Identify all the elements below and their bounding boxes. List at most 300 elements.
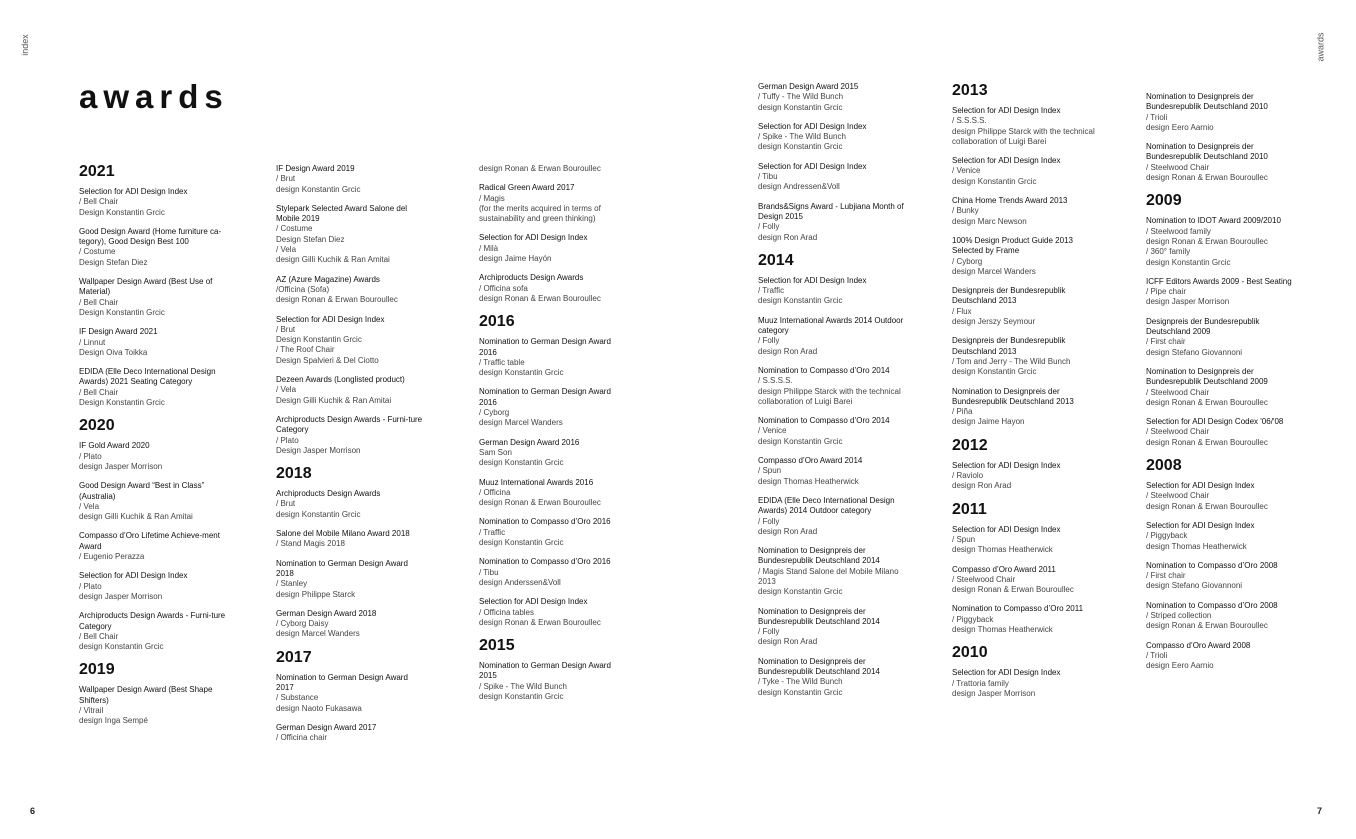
award-entry (952, 106, 1100, 147)
award-title: Selection for ADI Design Codex '06/'08 (1146, 417, 1284, 427)
award-detail: / The Roof Chair (276, 345, 335, 355)
award-detail: design Ronan & Erwan Bouroullec (1146, 621, 1268, 631)
award-detail: design Gilli Kuchik & Ran Amitai (276, 255, 390, 265)
award-title: Nomination to Compasso d’Oro 2014 (758, 416, 890, 426)
award-detail: / Spike - The Wild Bunch (479, 681, 567, 691)
award-detail: Design Stefan Diez (79, 257, 148, 267)
award-entry (276, 275, 424, 306)
award-title: Wallpaper Design Award (Best Use of Material) (79, 277, 213, 297)
award-detail: design Jasper Morrison (952, 688, 1036, 698)
award-entry (1146, 521, 1294, 552)
award-entry (952, 668, 1100, 699)
award-title: Selection for ADI Design Index (479, 597, 588, 607)
award-detail: design Ronan & Erwan Bouroullec (479, 617, 601, 627)
award-title: 100% Design Product Guide 2013 Selected by Frame (952, 235, 1073, 256)
award-detail: / Raviolo (952, 471, 984, 481)
award-detail: design Konstantin Grcic (758, 142, 843, 152)
award-detail: design Konstantin Grcic (1146, 257, 1231, 267)
award-detail: Design Spalvieri & Del Ciotto (276, 355, 379, 365)
award-title: Compasso d’Oro Award 2008 (1146, 640, 1251, 650)
award-entry (276, 164, 424, 195)
award-detail: / Plato (79, 451, 102, 461)
award-entry (479, 478, 627, 509)
award-detail: design Konstantin Grcic (479, 538, 564, 548)
award-detail: / Officina chair (276, 733, 327, 743)
award-detail: / Magis (479, 193, 505, 203)
award-detail: / Folly (758, 336, 780, 346)
award-detail: Design Konstantin Grcic (276, 335, 362, 345)
award-detail: / Tuffy - The Wild Bunch (758, 92, 844, 102)
award-title: Selection for ADI Design Index (758, 275, 867, 285)
award-detail: / Trioli (1146, 650, 1168, 660)
award-detail: design Ron Arad (952, 481, 1012, 491)
award-detail: (for the merits acquired in terms of sustainability and green thinking) (479, 203, 601, 224)
award-entry (479, 233, 627, 264)
award-entry (276, 375, 424, 406)
award-detail: / Traffic (758, 286, 785, 296)
award-detail: / Venice (952, 166, 981, 176)
award-detail: / Costume (79, 247, 116, 257)
award-title: Nomination to Compasso d’Oro 2016 (479, 557, 611, 567)
award-detail: design Ronan & Erwan Bouroullec (952, 585, 1074, 595)
award-detail: design Ronan & Erwan Bouroullec (1146, 397, 1268, 407)
award-detail: / Traffic table (479, 357, 525, 367)
award-detail: / Piggyback (1146, 531, 1188, 541)
award-title: EDIDA (Elle Deco International Design Awards) 2014 Outdoor category (758, 495, 895, 516)
award-detail: design Konstantin Grcic (276, 509, 361, 519)
award-detail: / Costume (276, 224, 313, 234)
award-detail: design Naoto Fukasawa (276, 703, 362, 713)
award-detail: design Jasper Morrison (79, 591, 163, 601)
award-entry (276, 204, 424, 266)
award-entry (79, 327, 227, 358)
award-entry (479, 517, 627, 548)
award-detail: design Konstantin Grcic (758, 687, 843, 697)
award-title: Nomination to German Design Award 2015 (479, 661, 611, 681)
page-title: awards (79, 78, 229, 115)
award-detail: / Plato (276, 435, 299, 445)
award-detail: design Ron Arad (758, 526, 818, 536)
award-entry (276, 723, 424, 744)
awards-column-6 (1146, 92, 1294, 680)
award-entry (758, 366, 906, 407)
award-detail: design Ronan & Erwan Bouroullec (1146, 501, 1268, 511)
award-detail: Sam Son (479, 447, 512, 457)
award-title: Selection for ADI Design Index (952, 524, 1061, 534)
award-entry (479, 661, 627, 702)
awards-column-4 (758, 82, 906, 707)
award-detail: design Jasper Morrison (79, 461, 163, 471)
award-title: Nomination to German Design Award 2017 (276, 672, 408, 692)
award-title: Archiproducts Design Awards (276, 489, 381, 499)
award-entry (1146, 216, 1294, 267)
award-detail: / Bell Chair (79, 387, 119, 397)
award-entry (79, 611, 227, 652)
award-detail: / Vela (276, 245, 297, 255)
award-entry (1146, 142, 1294, 183)
award-title: Selection for ADI Design Index (758, 161, 867, 171)
award-entry (952, 387, 1100, 428)
award-entry (952, 461, 1100, 492)
award-detail: / Trattoria family (952, 678, 1009, 688)
award-title: Selection for ADI Design Index (952, 668, 1061, 678)
award-title: Nomination to Designpreis der Bundesrepublik Deutschland 2009 (1146, 366, 1268, 387)
award-entry (276, 673, 424, 714)
award-detail: / Officina sofa (479, 283, 528, 293)
award-title: China Home Trends Award 2013 (952, 196, 1068, 206)
year-heading: 2012 (952, 436, 988, 454)
award-detail: design Andressen&Voll (758, 182, 840, 192)
award-detail: / Piña (952, 407, 973, 417)
award-title: Selection for ADI Design Index (1146, 520, 1255, 530)
award-detail: design Thomas Heatherwick (952, 545, 1053, 555)
award-detail: / Bell Chair (79, 631, 119, 641)
side-label-awards: awards (1315, 32, 1326, 62)
award-title: Designpreis der Bundesrepublik Deutschland 2013 (952, 286, 1066, 306)
award-title: Nomination to German Design Award 2018 (276, 558, 408, 578)
award-detail: / Trioli (1146, 112, 1168, 122)
year-heading: 2013 (952, 82, 988, 99)
award-detail: design Konstantin Grcic (758, 587, 843, 597)
award-detail: design Ronan & Erwan Bouroullec (1146, 437, 1268, 447)
award-detail: design Konstantin Grcic (479, 368, 564, 378)
award-entry (758, 657, 906, 698)
award-detail: / Officina tables (479, 607, 534, 617)
award-title: IF Gold Award 2020 (79, 441, 150, 451)
award-title: German Design Award 2016 (479, 437, 580, 447)
award-title: Nomination to German Design Award 2016 (479, 387, 611, 407)
award-title: Muuz International Awards 2014 Outdoor category (758, 315, 904, 336)
award-detail: design Anderssen&Voll (479, 577, 561, 587)
award-detail: design Ron Arad (758, 346, 818, 356)
award-entry (1146, 92, 1294, 133)
award-title: Compasso d’Oro Award 2011 (952, 564, 1056, 574)
award-detail: design Konstantin Grcic (479, 458, 564, 468)
award-entry (952, 336, 1100, 377)
award-entry (479, 387, 627, 428)
award-detail: / Tibu (758, 172, 778, 182)
award-entry (1146, 601, 1294, 632)
award-detail: / Spike - The Wild Bunch (758, 132, 846, 142)
award-detail: design Ron Arad (758, 232, 818, 242)
awards-column-1 (79, 163, 227, 736)
award-entry (479, 273, 627, 304)
award-detail: / Steelwood Chair (1146, 427, 1210, 437)
award-title: German Design Award 2015 (758, 82, 859, 91)
award-detail: design Eero Aarnio (1146, 122, 1214, 132)
award-detail: / Brut (276, 324, 296, 334)
award-title: Wallpaper Design Award (Best Shape Shifters) (79, 685, 213, 705)
year-heading: 2015 (479, 637, 515, 655)
award-entry (758, 316, 906, 357)
award-detail: / Steelwood family (1146, 226, 1211, 236)
award-detail: design Jaime Hayon (952, 417, 1025, 427)
page-number-right: 7 (1317, 806, 1323, 816)
award-detail: design Stefano Giovannoni (1146, 581, 1243, 591)
award-detail: / Piggyback (952, 614, 994, 624)
award-title: Good Design Award (Home furniture ca-tegory), Good Design Best 100 (79, 226, 222, 247)
award-detail: / Steelwood Chair (1146, 162, 1210, 172)
award-detail: / Folly (758, 627, 780, 637)
awards-column-5 (952, 82, 1100, 708)
award-title: Nomination to IDOT Award 2009/2010 (1146, 216, 1281, 226)
side-label-index: index (19, 34, 30, 56)
award-detail: / Substance (276, 693, 319, 703)
award-detail: / Steelwood Chair (1146, 491, 1210, 501)
award-detail: Design Konstantin Grcic (79, 207, 165, 217)
award-entry (79, 685, 227, 726)
year-heading: 2020 (79, 417, 115, 435)
award-entry (479, 597, 627, 628)
award-detail: / Bell Chair (79, 197, 119, 207)
award-detail: / Linnut (79, 337, 106, 347)
award-title: Good Design Award “Best in Class” (Australia) (79, 481, 205, 501)
award-detail: Design Konstantin Grcic (79, 307, 165, 317)
award-entry (952, 156, 1100, 187)
award-detail: design Ronan & Erwan Bouroullec (479, 164, 601, 173)
award-entry (1146, 367, 1294, 408)
award-title: Selection for ADI Design Index (276, 314, 385, 324)
award-entry (758, 416, 906, 447)
year-heading: 2019 (79, 661, 115, 679)
award-entry (758, 496, 906, 537)
award-title: Salone del Mobile Milano Award 2018 (276, 529, 410, 539)
award-title: Nomination to Designpreis der Bundesrepublik Deutschland 2014 (758, 546, 880, 566)
award-detail: design Ronan & Erwan Bouroullec (276, 295, 398, 305)
award-entry (79, 481, 227, 522)
award-entry (479, 183, 627, 224)
award-detail: / Vela (79, 501, 100, 511)
award-detail: design Thomas Heatherwick (758, 476, 859, 486)
award-title: Compasso d’Oro Lifetime Achieve-ment Award (79, 531, 220, 551)
award-title: Stylepark Selected Award Salone del Mobile 2019 (276, 203, 408, 224)
award-title: IF Design Award 2021 (79, 327, 158, 337)
year-heading: 2010 (952, 644, 988, 662)
award-entry (79, 187, 227, 218)
year-heading: 2011 (952, 500, 987, 518)
award-title: Nomination to Compasso d’Oro 2008 (1146, 600, 1278, 610)
award-detail: Design Stefan Diez (276, 234, 345, 244)
award-detail: / First chair (1146, 571, 1186, 581)
award-title: Nomination to Compasso d’Oro 2011 (952, 604, 1084, 614)
award-entry (758, 276, 906, 307)
award-title: Dezeen Awards (Longlisted product) (276, 375, 405, 385)
page-number-left: 6 (30, 806, 36, 816)
award-entry (276, 315, 424, 366)
award-title: Archiproducts Design Awards - Furni-ture Category (276, 414, 423, 435)
award-title: Muuz International Awards 2016 (479, 477, 594, 487)
year-heading: 2008 (1146, 457, 1182, 475)
award-detail: / S.S.S.S. (952, 116, 987, 126)
award-title: EDIDA (Elle Deco International Design Awards) 2021 Seating Category (79, 367, 216, 387)
award-detail: / Stand Magis 2018 (276, 539, 345, 549)
awards-column-2 (276, 164, 424, 752)
award-detail: design Stefano Giovannoni (1146, 347, 1243, 357)
award-detail: design Konstantin Grcic (952, 176, 1037, 186)
award-entry (479, 557, 627, 588)
award-detail: / Spun (952, 534, 976, 544)
award-entry (1146, 417, 1294, 448)
right-page (678, 0, 1356, 839)
award-detail: / Officina (479, 487, 511, 497)
award-entry (276, 529, 424, 550)
award-detail: / Tom and Jerry - The Wild Bunch (952, 356, 1071, 366)
award-title: Selection for ADI Design Index (952, 156, 1061, 166)
award-detail: design Konstantin Grcic (276, 184, 361, 194)
award-detail: design Konstantin Grcic (758, 296, 843, 306)
award-title: Nomination to Designpreis der Bundesrepublik Deutschland 2014 (758, 656, 880, 677)
award-title: Selection for ADI Design Index (479, 233, 588, 243)
award-detail: Design Jasper Morrison (276, 445, 361, 455)
award-detail: design Thomas Heatherwick (1146, 541, 1247, 551)
award-detail: design Ronan & Erwan Bouroullec (479, 498, 601, 508)
award-entry (1146, 277, 1294, 308)
award-title: Selection for ADI Design Index (1146, 481, 1255, 491)
award-detail: / Vitrail (79, 705, 104, 715)
award-detail: design Philippe Starck with the technical collaboration of Luigi Barei (952, 126, 1095, 146)
award-detail: / Brut (276, 174, 296, 184)
award-entry (79, 531, 227, 562)
award-detail: Design Gilli Kuchik & Ran Amitai (276, 395, 392, 405)
award-title: Nomination to Compasso d’Oro 2014 (758, 365, 890, 375)
award-entry (758, 456, 906, 487)
award-entry (276, 415, 424, 456)
award-detail: Design Oiva Toikka (79, 347, 148, 357)
award-detail: / Eugenio Perazza (79, 552, 145, 562)
award-detail: / First chair (1146, 337, 1186, 347)
award-detail: / Striped collection (1146, 610, 1212, 620)
award-entry (758, 546, 906, 597)
award-title: Nomination to Compasso d’Oro 2008 (1146, 560, 1278, 570)
award-detail: / Folly (758, 516, 780, 526)
award-detail: design Inga Sempé (79, 716, 148, 726)
award-title: Brands&Signs Award - Lubjiana Month of Design 2015 (758, 201, 904, 221)
award-detail: / Plato (79, 581, 102, 591)
award-detail: / Steelwood Chair (1146, 387, 1210, 397)
award-title: Designpreis der Bundesrepublik Deutschland 2009 (1146, 316, 1260, 337)
year-heading: 2017 (276, 648, 312, 666)
award-detail: / Bell Chair (79, 297, 119, 307)
award-title: Nomination to German Design Award 2016 (479, 337, 611, 357)
award-detail: design Philippe Starck (276, 589, 356, 599)
award-entry (1146, 641, 1294, 672)
award-detail: design Marcel Wanders (952, 266, 1036, 276)
year-heading: 2018 (276, 465, 312, 483)
award-title: Archiproducts Design Awards - Furni-ture Category (79, 611, 226, 631)
award-detail: / Bunky (952, 206, 979, 216)
award-detail: / Spun (758, 466, 782, 476)
award-title: ICFF Editors Awards 2009 - Best Seating (1146, 276, 1292, 286)
award-detail: design Konstantin Grcic (758, 436, 843, 446)
award-entry (952, 196, 1100, 227)
award-title: Compasso d’Oro Award 2014 (758, 456, 863, 466)
award-entry (758, 202, 906, 243)
award-entry (276, 609, 424, 640)
award-detail: design Thomas Heatherwick (952, 624, 1053, 634)
award-title: Archiproducts Design Awards (479, 273, 584, 283)
award-entry (79, 441, 227, 472)
award-title: Selection for ADI Design Index (79, 187, 188, 196)
year-heading: 2021 (79, 163, 115, 180)
year-heading: 2016 (479, 313, 515, 331)
award-detail: / Tyke - The Wild Bunch (758, 677, 843, 687)
award-entry (276, 489, 424, 520)
award-entry (479, 438, 627, 469)
award-detail: / Flux (952, 306, 972, 316)
award-title: AZ (Azure Magazine) Awards (276, 274, 380, 284)
award-detail: design Jasper Morrison (1146, 297, 1230, 307)
award-detail: design Konstantin Grcic (952, 367, 1037, 377)
award-entry (479, 164, 627, 174)
award-title: Nomination to Compasso d’Oro 2016 (479, 517, 611, 527)
award-detail: design Ronan & Erwan Bouroullec (479, 293, 601, 303)
award-title: Radical Green Award 2017 (479, 183, 575, 193)
award-detail: / Steelwood Chair (952, 574, 1016, 584)
award-detail: design Ronan & Erwan Bouroullec (1146, 173, 1268, 183)
award-detail: / S.S.S.S. (758, 376, 793, 386)
award-detail: / Cyborg (952, 256, 983, 266)
award-title: Selection for ADI Design Index (79, 571, 188, 581)
year-heading: 2014 (758, 251, 794, 269)
award-title: Selection for ADI Design Index (758, 121, 867, 131)
award-entry (952, 604, 1100, 635)
award-entry (952, 525, 1100, 556)
awards-column-3 (479, 164, 627, 711)
award-title: Selection for ADI Design Index (952, 460, 1061, 470)
award-detail: / Traffic (479, 527, 506, 537)
award-detail: design Jaime Hayón (479, 254, 552, 264)
award-entry (758, 607, 906, 648)
award-detail: design Konstantin Grcic (758, 102, 843, 112)
award-title: Nomination to Designpreis der Bundesrepublik Deutschland 2014 (758, 606, 880, 626)
award-detail: /Officina (Sofa) (276, 284, 330, 294)
award-entry (758, 162, 906, 193)
award-detail: design Philippe Starck with the technical collaboration of Luigi Barei (758, 386, 901, 406)
award-entry (758, 122, 906, 153)
award-detail: design Ronan & Erwan Bouroullec (1146, 236, 1268, 246)
award-detail: design Gilli Kuchik & Ran Amitai (79, 512, 193, 522)
award-title: Nomination to Designpreis der Bundesrepublik Deutschland 2013 (952, 386, 1074, 406)
award-entry (952, 565, 1100, 596)
award-entry (479, 337, 627, 378)
award-detail: design Marcel Wanders (479, 418, 563, 428)
award-detail: design Konstantin Grcic (479, 691, 564, 701)
award-title: Designpreis der Bundesrepublik Deutschland 2013 (952, 336, 1066, 356)
award-detail: / Magis Stand Salone del Mobile Milano 2013 (758, 566, 899, 586)
award-detail: / Venice (758, 426, 787, 436)
award-title: German Design Award 2017 (276, 722, 377, 732)
award-detail: / Stanley (276, 579, 308, 589)
award-detail: / Brut (276, 499, 296, 509)
award-entry (1146, 481, 1294, 512)
award-entry (1146, 317, 1294, 358)
award-detail: design Konstantin Grcic (79, 642, 164, 652)
award-entry (952, 286, 1100, 327)
award-entry (79, 277, 227, 318)
award-title: German Design Award 2018 (276, 608, 377, 618)
award-detail: / Milà (479, 243, 499, 253)
award-detail: Design Konstantin Grcic (79, 398, 165, 408)
award-detail: / Cyborg (479, 408, 510, 418)
award-entry (758, 82, 906, 113)
award-title: Selection for ADI Design Index (952, 106, 1061, 115)
award-detail: / Pipe chair (1146, 287, 1187, 297)
award-title: IF Design Award 2019 (276, 164, 355, 173)
award-entry (79, 227, 227, 268)
award-detail: / Folly (758, 222, 780, 232)
award-detail: / Vela (276, 385, 297, 395)
award-detail: / 360° family (1146, 247, 1191, 257)
